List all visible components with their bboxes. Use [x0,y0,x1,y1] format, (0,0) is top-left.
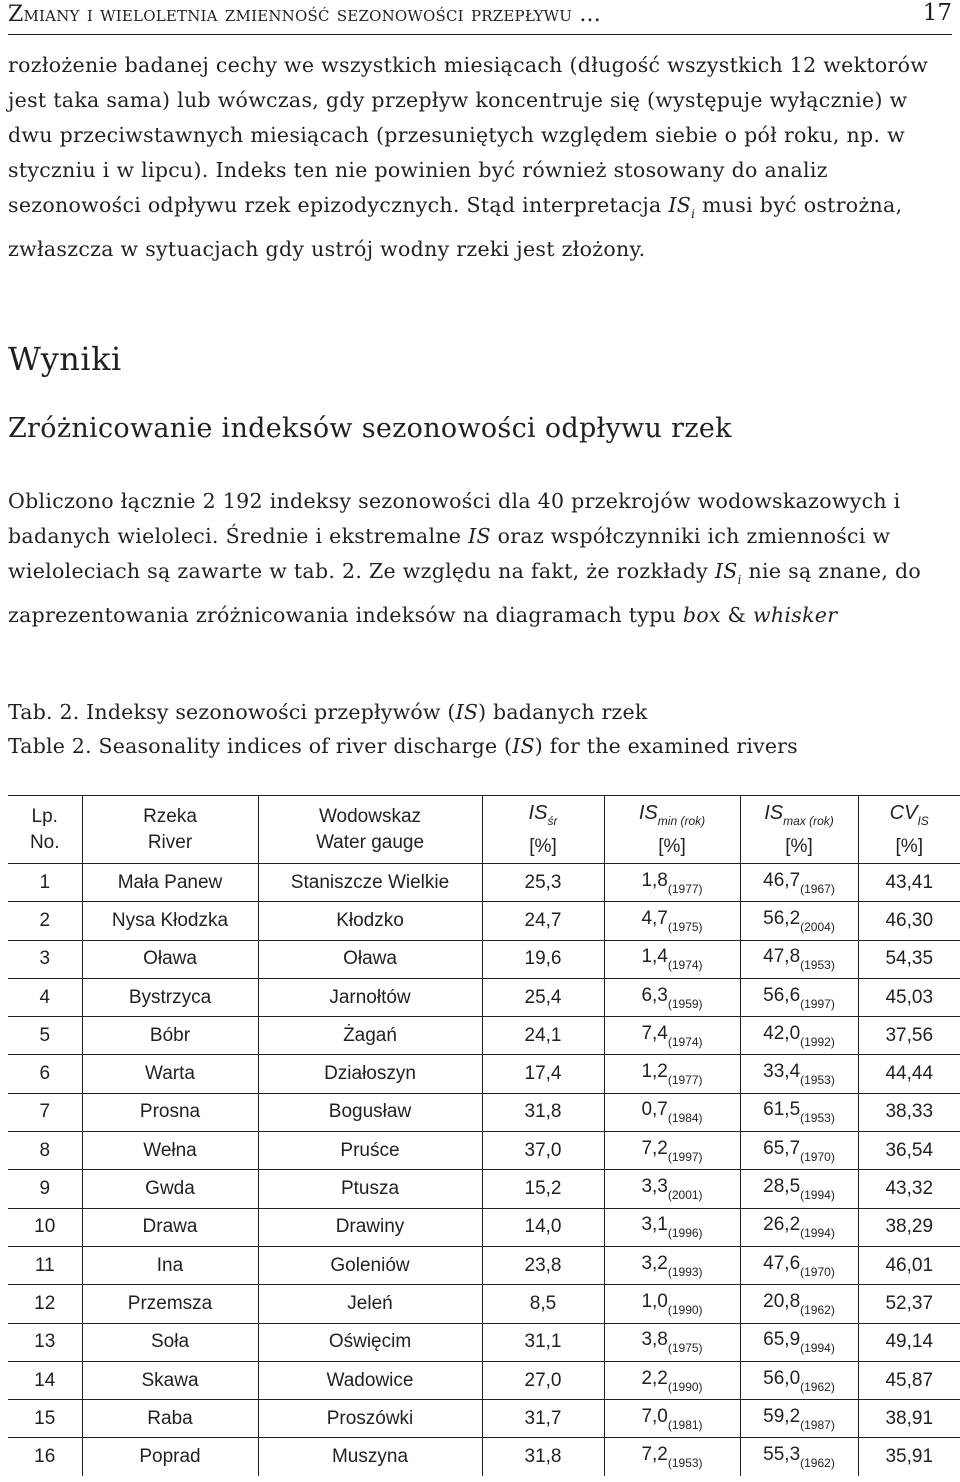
cell-is-max [740,940,858,978]
max-year: (1994) [800,1341,835,1356]
header-cv [858,796,960,864]
min-value: 2,2 [641,1367,668,1389]
cell-is-min [604,1055,740,1093]
cell-cv: 38,91 [858,1400,960,1438]
cell-river: Bóbr [82,1017,258,1055]
subscript-i: i [737,573,742,587]
min-year: (1977) [667,1073,703,1088]
cell-no: 11 [8,1246,82,1284]
subscript-i: i [691,207,696,221]
cell-is-sr: 25,4 [482,978,604,1016]
table-row [8,1208,960,1246]
cell-no: 7 [8,1093,82,1131]
cell-is-sr: 31,8 [482,1438,604,1476]
ampersand: & [720,603,754,627]
page-number: 17 [922,0,952,26]
table-row [8,978,960,1016]
cell-cv: 38,29 [858,1208,960,1246]
min-value: 1,4 [641,946,668,968]
min-year: (2001) [667,1188,703,1203]
cell-is-sr: 24,1 [482,1017,604,1055]
cell-gauge: Bogusław [258,1093,482,1131]
header-label: Lp. [31,805,58,827]
paragraph-text: rozłożenie badanej cechy we wszystkich miesiącach (długość wszystkich 12 wektorów jest taka sama) lub wówczas, gdy przepływ koncentruje się (występuje wyłącznie) w dwu przeciwstawnych miesiącach (przesuniętych względem siebie o pół roku, np. w styczniu i w lipcu). Indeks ten nie powinien być również stosowany do analiz sezonowości odpływu rzek epizodycznych. Stąd interpretacja [8,53,929,217]
table-caption-pl [8,700,647,724]
cell-is-sr: 17,4 [482,1055,604,1093]
term-box: box [682,603,721,627]
cell-gauge: Kłodzko [258,902,482,940]
min-year: (1993) [667,1264,703,1279]
header-gauge [258,796,482,864]
cell-is-sr: 8,5 [482,1285,604,1323]
min-year: (1990) [667,1302,703,1317]
header-label: IS [638,801,658,824]
cell-is-sr: 15,2 [482,1170,604,1208]
cell-river: Warta [82,1055,258,1093]
max-year: (2004) [800,919,835,934]
max-value: 56,6 [763,984,801,1006]
cell-gauge: Staniszcze Wielkie [258,864,482,902]
cell-cv: 46,01 [858,1246,960,1284]
max-year: (1970) [800,1264,835,1279]
min-year: (1997) [667,1149,703,1164]
cell-no: 15 [8,1400,82,1438]
cell-is-max [740,1438,858,1476]
table-header-row [8,796,960,864]
max-value: 28,5 [763,1176,801,1198]
is-symbol: IS [468,524,491,548]
is-symbol: IS [714,559,738,583]
is-symbol: IS [512,734,535,758]
table-row [8,1285,960,1323]
max-value: 42,0 [763,1022,801,1044]
min-year: (1959) [667,996,703,1011]
max-value: 33,4 [763,1061,801,1083]
table-row [8,902,960,940]
cell-is-sr: 31,7 [482,1400,604,1438]
min-year: (1977) [667,881,703,896]
cell-river: Oława [82,940,258,978]
paragraph-text: oraz współczynniki ich zmienności w wieloleciach są zawarte w tab. 2. Ze względu na fakt, że rozkłady [8,524,891,583]
header-label: Wodowskaz [318,805,422,827]
cell-is-max [740,1170,858,1208]
cell-gauge: Wadowice [258,1361,482,1399]
cell-gauge: Oława [258,940,482,978]
caption-text: Tab. 2. Indeksy sezonowości przepływów ( [8,700,456,724]
cell-no: 5 [8,1017,82,1055]
header-label: CV [889,801,918,824]
cell-is-sr: 14,0 [482,1208,604,1246]
cell-river: Drawa [82,1208,258,1246]
cell-is-max [740,1055,858,1093]
cell-river: Gwda [82,1170,258,1208]
max-year: (1997) [800,996,835,1011]
max-value: 26,2 [763,1214,801,1236]
cell-is-min [604,1208,740,1246]
cell-is-max [740,1208,858,1246]
cell-gauge: Goleniów [258,1246,482,1284]
header-river [82,796,258,864]
cell-is-max [740,1093,858,1131]
min-value: 3,2 [641,1252,668,1274]
cell-is-max [740,1132,858,1170]
header-subscript: IS [917,813,929,828]
header-unit: [%] [895,835,923,857]
cell-is-min [604,902,740,940]
header-is-sr [482,796,604,864]
cell-no: 10 [8,1208,82,1246]
table-row [8,864,960,902]
cell-river: Poprad [82,1438,258,1476]
cell-cv: 45,03 [858,978,960,1016]
cell-river: Mała Panew [82,864,258,902]
header-label: Rzeka [143,805,197,827]
table-row [8,1017,960,1055]
header-is-min [604,796,740,864]
cell-is-sr: 24,7 [482,902,604,940]
min-value: 7,2 [641,1444,668,1466]
paragraph-text: musi być ostrożna, zwłaszcza w sytuacjach gdy ustrój wodny rzeki jest złożony. [8,193,903,261]
cell-river: Prosna [82,1093,258,1131]
paragraph-intro [8,48,956,267]
running-title: Zmiany i wieloletnia zmienność sezonowości przepływu ... [8,2,601,27]
min-value: 0,7 [641,1099,668,1121]
cell-is-min [604,1246,740,1284]
min-value: 3,3 [641,1176,668,1198]
min-year: (1996) [667,1226,703,1241]
cell-is-max [740,1285,858,1323]
max-year: (1992) [800,1034,835,1049]
cell-is-max [740,864,858,902]
caption-text: Table 2. Seasonality indices of river discharge ( [8,734,513,758]
min-year: (1981) [667,1417,703,1432]
max-year: (1953) [800,1073,835,1088]
cell-gauge: Drawiny [258,1208,482,1246]
min-value: 1,2 [641,1061,668,1083]
cell-is-sr: 25,3 [482,864,604,902]
cell-is-sr: 27,0 [482,1361,604,1399]
table-row [8,940,960,978]
header-subscript: min (rok) [657,813,706,828]
term-whisker: whisker [753,603,838,627]
cell-gauge: Pruśce [258,1132,482,1170]
header-label: IS [528,801,548,824]
cell-no: 1 [39,871,51,893]
cell-is-min [604,1400,740,1438]
cell-is-sr: 23,8 [482,1246,604,1284]
cell-no: 6 [8,1055,82,1093]
max-year: (1987) [800,1417,835,1432]
cell-is-sr: 19,6 [482,940,604,978]
cell-river: Raba [82,1400,258,1438]
header-label: Water gauge [315,831,425,853]
cell-cv: 44,44 [858,1055,960,1093]
cell-is-min [604,1438,740,1476]
min-value: 7,4 [641,1022,668,1044]
is-symbol: IS [455,700,479,724]
max-value: 20,8 [763,1290,801,1312]
cell-is-min [604,1285,740,1323]
max-value: 47,8 [763,946,801,968]
cell-cv: 49,14 [858,1323,960,1361]
cell-cv: 38,33 [858,1093,960,1131]
section-title: Wyniki [8,340,122,378]
min-year: (1990) [667,1379,703,1394]
cell-cv: 46,30 [858,902,960,940]
cell-no: 3 [8,940,82,978]
cell-gauge: Ptusza [258,1170,482,1208]
cell-is-sr: 31,8 [482,1093,604,1131]
table-row [8,1246,960,1284]
max-value: 59,2 [763,1405,801,1427]
table-row [8,1055,960,1093]
cell-is-max [740,1361,858,1399]
table-row [8,1170,960,1208]
min-value: 7,0 [641,1405,668,1427]
seasonality-table [8,795,960,1476]
cell-is-max [740,1400,858,1438]
cell-is-min [604,940,740,978]
min-value: 6,3 [641,984,668,1006]
cell-river: Bystrzyca [82,978,258,1016]
cell-cv: 43,32 [858,1170,960,1208]
min-value: 7,2 [641,1137,668,1159]
paragraph-text: Obliczono łącznie 2 192 indeksy sezonowości dla 40 przekrojów wodowskazowych i badanych wieloleci. Średnie i ekstremalne [8,489,901,548]
min-year: (1974) [667,958,703,973]
max-year: (1962) [800,1379,835,1394]
min-year: (1975) [667,919,703,934]
cell-no: 2 [8,902,82,940]
max-year: (1953) [800,1111,835,1126]
table-row [8,1438,960,1476]
cell-gauge: Oświęcim [258,1323,482,1361]
header-lp [8,796,82,864]
max-value: 47,6 [763,1252,801,1274]
paragraph-text: nie są znane, do zaprezentowania zróżnicowania indeksów na diagramach typu [8,559,922,627]
caption-text: ) for the examined rivers [534,734,798,758]
max-value: 56,2 [763,907,801,929]
max-year: (1994) [800,1226,835,1241]
cell-is-min [604,1093,740,1131]
max-year: (1994) [800,1188,835,1203]
cell-no: 9 [8,1170,82,1208]
header-label: No. [29,831,60,853]
cell-gauge: Jarnołtów [258,978,482,1016]
min-value: 3,1 [641,1214,668,1236]
table-row [8,1361,960,1399]
cell-river: Przemsza [82,1285,258,1323]
cell-is-max [740,902,858,940]
cell-is-min [604,1361,740,1399]
max-year: (1962) [800,1302,835,1317]
max-value: 61,5 [763,1099,801,1121]
cell-cv: 43,41 [858,864,960,902]
cell-cv: 36,54 [858,1132,960,1170]
min-value: 1,0 [641,1290,668,1312]
cell-no: 16 [8,1438,82,1476]
header-is-max [740,796,858,864]
page-header [8,0,952,35]
cell-is-sr: 31,1 [482,1323,604,1361]
min-value: 4,7 [641,907,668,929]
min-value: 1,8 [641,869,668,891]
cell-no: 13 [8,1323,82,1361]
min-year: (1974) [667,1034,703,1049]
cell-no: 8 [8,1132,82,1170]
cell-cv: 37,56 [858,1017,960,1055]
cell-cv: 45,87 [858,1361,960,1399]
cell-is-min [604,1323,740,1361]
cell-no: 12 [8,1285,82,1323]
max-value: 56,0 [763,1367,801,1389]
max-year: (1962) [800,1456,835,1471]
cell-gauge: Muszyna [258,1438,482,1476]
cell-river: Ina [82,1246,258,1284]
header-unit: [%] [658,835,686,857]
cell-gauge: Proszówki [258,1400,482,1438]
header-unit: [%] [529,835,557,857]
max-value: 55,3 [763,1444,801,1466]
max-value: 65,7 [763,1137,801,1159]
cell-gauge: Działoszyn [258,1055,482,1093]
min-year: (1953) [667,1456,703,1471]
header-subscript: śr [547,813,558,828]
max-year: (1970) [800,1149,835,1164]
paragraph-results [8,484,956,633]
header-label: IS [764,801,784,824]
cell-gauge: Żagań [258,1017,482,1055]
header-label: River [147,831,193,853]
cell-cv: 52,37 [858,1285,960,1323]
cell-river: Wełna [82,1132,258,1170]
cell-cv: 35,91 [858,1438,960,1476]
cell-is-max [740,978,858,1016]
cell-no: 4 [8,978,82,1016]
header-subscript: max (rok) [783,813,834,828]
min-year: (1984) [667,1111,703,1126]
table-row [8,1400,960,1438]
max-year: (1953) [800,958,835,973]
cell-is-min [604,1132,740,1170]
cell-river: Nysa Kłodzka [82,902,258,940]
cell-is-max [740,1017,858,1055]
cell-is-max [740,1246,858,1284]
cell-river: Soła [82,1323,258,1361]
cell-is-min [604,978,740,1016]
cell-is-min [604,1017,740,1055]
min-value: 3,8 [641,1329,668,1351]
cell-is-min [604,864,740,902]
caption-text: ) badanych rzek [478,700,648,724]
table-row [8,1093,960,1131]
cell-is-sr: 37,0 [482,1132,604,1170]
table-caption-en [8,734,798,758]
cell-no: 14 [8,1361,82,1399]
table-row [8,1132,960,1170]
is-symbol: IS [668,193,692,217]
max-value: 65,9 [763,1329,801,1351]
cell-is-min [604,1170,740,1208]
subsection-title: Zróżnicowanie indeksów sezonowości odpływu rzek [8,413,732,444]
cell-cv: 54,35 [858,940,960,978]
header-unit: [%] [785,835,813,857]
cell-is-max [740,1323,858,1361]
cell-gauge: Jeleń [258,1285,482,1323]
min-year: (1975) [667,1341,703,1356]
max-year: (1967) [800,881,835,896]
table-row [8,1323,960,1361]
max-value: 46,7 [763,869,801,891]
cell-river: Skawa [82,1361,258,1399]
